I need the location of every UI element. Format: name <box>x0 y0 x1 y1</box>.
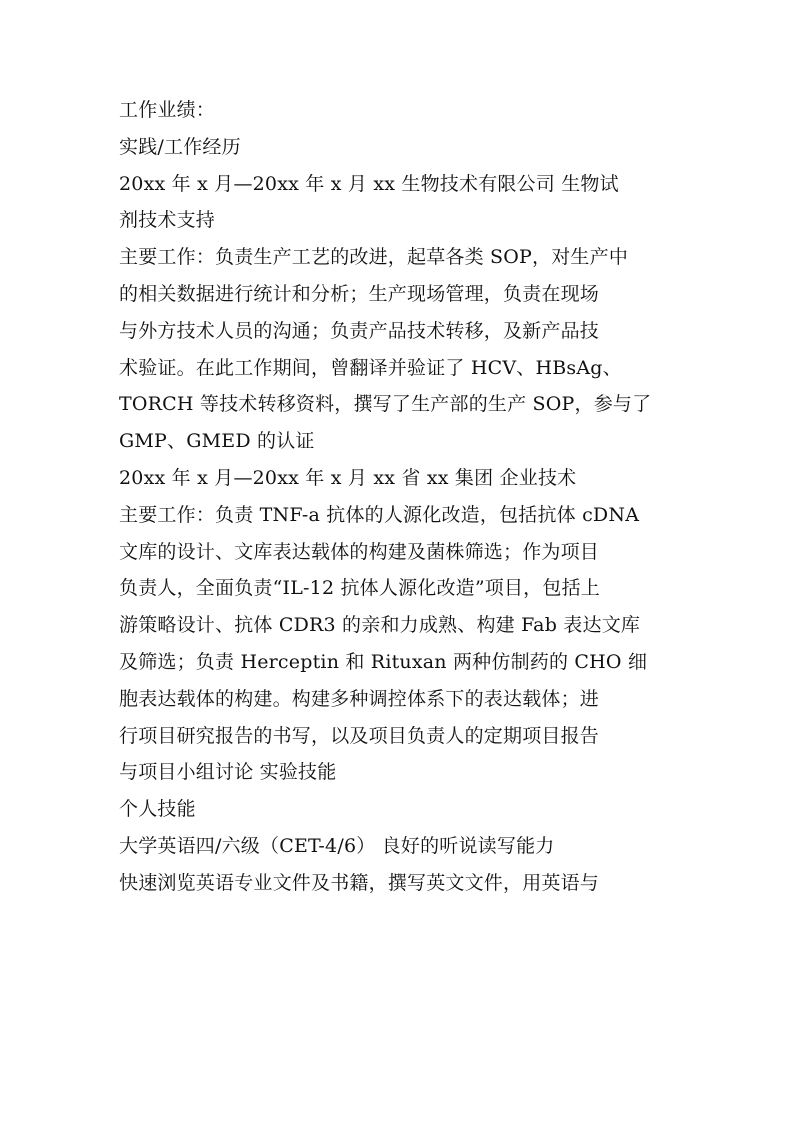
skill-english-detail: 快速浏览英语专业文件及书籍，撰写英文文件，用英语与 <box>119 871 600 894</box>
job-entry-2-duties: 游策略设计、抗体 CDR3 的亲和力成熟、构建 Fab 表达文库 <box>119 614 641 637</box>
section-heading-personal-skills: 个人技能 <box>119 798 196 821</box>
job-entry-2-duties: 负责人，全面负责“IL-12 抗体人源化改造”项目，包括上 <box>119 577 600 600</box>
job-entry-2-duties: 与项目小组讨论 实验技能 <box>119 761 337 784</box>
resume-text <box>119 92 679 902</box>
job-entry-1-header-cont: 剂技术支持 <box>119 209 216 232</box>
job-entry-1-header: 20xx 年 x 月—20xx 年 x 月 xx 生物技术有限公司 生物试 <box>119 172 619 195</box>
skill-english-level: 大学英语四/六级（CET-4/6） 良好的听说读写能力 <box>119 834 555 857</box>
section-heading-work-experience: 实践/工作经历 <box>119 135 241 158</box>
job-entry-1-duties: 与外方技术人员的沟通；负责产品技术转移，及新产品技 <box>119 319 600 342</box>
job-entry-2-duties: 及筛选；负责 Herceptin 和 Rituxan 两种仿制药的 CHO 细 <box>119 650 648 673</box>
job-entry-2-duties: 行项目研究报告的书写，以及项目负责人的定期项目报告 <box>119 724 600 747</box>
job-entry-1-duties: 的相关数据进行统计和分析；生产现场管理，负责在现场 <box>119 282 600 305</box>
job-entry-1-duties: 术验证。在此工作期间，曾翻译并验证了 HCV、HBsAg、 <box>119 356 622 379</box>
job-entry-2-duties: 胞表达载体的构建。构建多种调控体系下的表达载体；进 <box>119 687 600 710</box>
job-entry-1-duties: 主要工作：负责生产工艺的改进，起草各类 SOP，对生产中 <box>119 246 629 269</box>
section-heading-work-achievements: 工作业绩： <box>119 99 216 121</box>
job-entry-2-duties: 文库的设计、文库表达载体的构建及菌株筛选；作为项目 <box>119 540 600 563</box>
job-entry-2-header: 20xx 年 x 月—20xx 年 x 月 xx 省 xx 集团 企业技术 <box>119 466 577 489</box>
job-entry-2-duties: 主要工作：负责 TNF-a 抗体的人源化改造，包括抗体 cDNA <box>119 503 640 526</box>
job-entry-1-duties: GMP、GMED 的认证 <box>119 430 315 453</box>
job-entry-1-duties: TORCH 等技术转移资料，撰写了生产部的生产 SOP，参与了 <box>119 393 652 416</box>
